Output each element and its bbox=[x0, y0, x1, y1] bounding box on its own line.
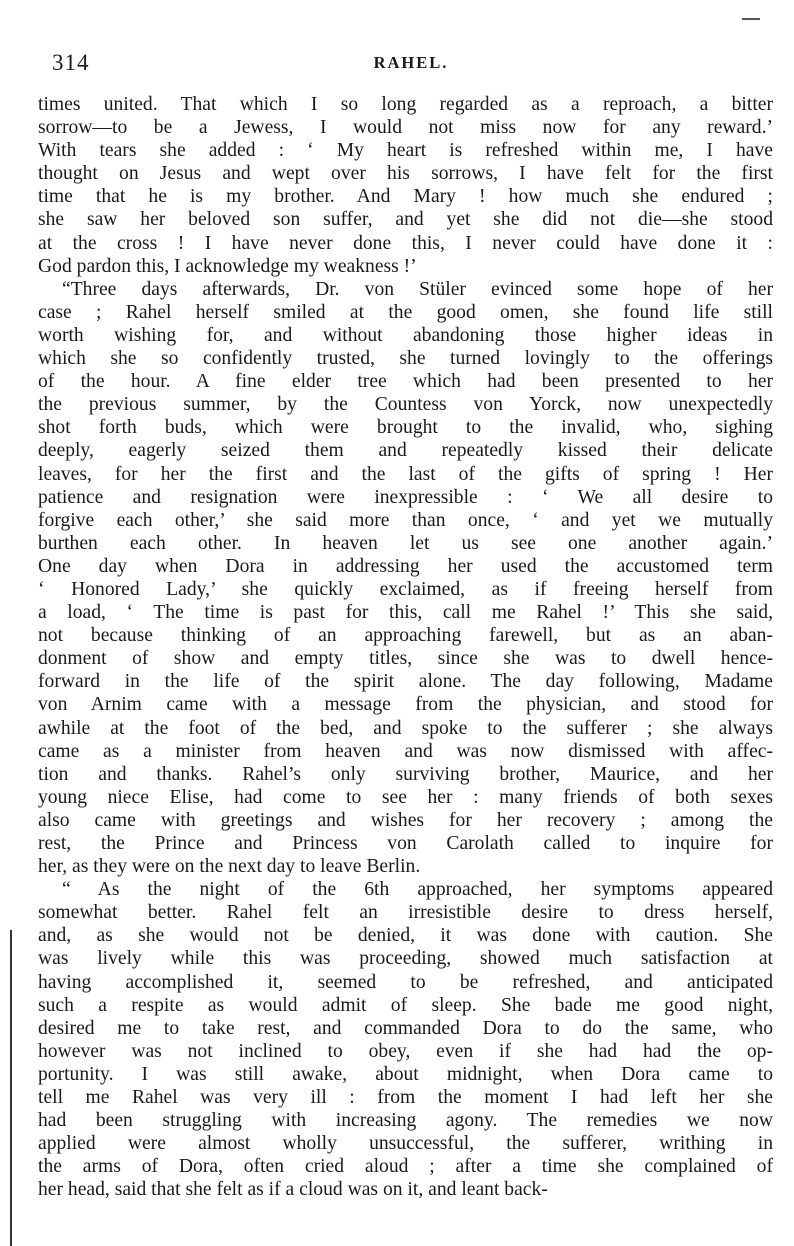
text-line: “Three days afterwards, Dr. von Stüler evinced some hope of her bbox=[62, 278, 773, 300]
text-line: applied were almost wholly unsuccessful, the sufferer, writhing in bbox=[38, 1133, 773, 1155]
text-line: which she so confidently trusted, she turned lovingly to the offerings bbox=[38, 348, 773, 370]
text-line: had been struggling with increasing agony. The remedies we now bbox=[38, 1110, 773, 1132]
text-line: at the cross ! I have never done this, I never could have done it : bbox=[38, 232, 773, 254]
text-line: tell me Rahel was very ill : from the moment I had left her she bbox=[38, 1087, 773, 1109]
text-line: the arms of Dora, often cried aloud ; after a time she complained of bbox=[38, 1156, 773, 1178]
text-line: worth wishing for, and without abandoning those higher ideas in bbox=[38, 324, 773, 346]
text-line: she saw her beloved son suffer, and yet she did not die—she stood bbox=[38, 209, 773, 231]
text-line: deeply, eagerly seized them and repeatedly kissed their delicate bbox=[38, 440, 773, 462]
page-number: 314 bbox=[52, 50, 90, 75]
text-line: came as a minister from heaven and was now dismissed with affec- bbox=[38, 740, 773, 762]
text-line: awhile at the foot of the bed, and spoke to the sufferer ; she always bbox=[38, 717, 773, 739]
text-line: portunity. I was still awake, about midnight, when Dora came to bbox=[38, 1063, 773, 1085]
paragraph bbox=[38, 93, 773, 278]
text-line: times united. That which I so long regarded as a reproach, a bitter bbox=[38, 94, 773, 115]
paragraph bbox=[38, 278, 773, 878]
running-title: RAHEL. bbox=[373, 53, 449, 72]
text-line: tion and thanks. Rahel’s only surviving brother, Maurice, and her bbox=[38, 763, 773, 785]
text-line: leaves, for her the first and the last of the gifts of spring ! Her bbox=[38, 463, 773, 485]
body-text bbox=[38, 93, 773, 1202]
text-line: forward in the life of the spirit alone. The day following, Madame bbox=[38, 671, 773, 693]
text-line: such a respite as would admit of sleep. She bade me good night, bbox=[38, 994, 773, 1016]
text-line: One day when Dora in addressing her used the accustomed term bbox=[38, 555, 773, 577]
text-line: sorrow—to be a Jewess, I would not miss now for any reward.’ bbox=[38, 117, 773, 139]
text-line: the previous summer, by the Countess von Yorck, now unexpectedly bbox=[38, 394, 773, 416]
text-line: young niece Elise, had come to see her : many friends of both sexes bbox=[38, 786, 773, 808]
text-line: a load, ‘ The time is past for this, call me Rahel !’ This she said, bbox=[38, 602, 773, 624]
paragraph bbox=[38, 878, 773, 1201]
text-line: desired me to take rest, and commanded Dora to do the same, who bbox=[38, 1017, 773, 1039]
text-line: having accomplished it, seemed to be refreshed, and anticipated bbox=[38, 971, 773, 993]
text-line: thought on Jesus and wept over his sorrows, I have felt for the first bbox=[38, 163, 773, 185]
text-line: rest, the Prince and Princess von Carolath called to inquire for bbox=[38, 833, 773, 854]
text-line: was lively while this was proceeding, showed much satisfaction at bbox=[38, 948, 773, 970]
text-line: forgive each other,’ she said more than once, ‘ and yet we mutually bbox=[38, 509, 773, 531]
text-line: however was not inclined to obey, even if she had had the op- bbox=[38, 1040, 773, 1062]
corner-mark bbox=[742, 18, 760, 20]
text-line: shot forth buds, which were brought to the invalid, who, sighing bbox=[38, 417, 773, 439]
text-line: of the hour. A fine elder tree which had been presented to her bbox=[38, 371, 773, 393]
text-line: somewhat better. Rahel felt an irresistible desire to dress herself, bbox=[38, 902, 773, 924]
text-line: With tears she added : ‘ My heart is refreshed within me, I have bbox=[38, 140, 773, 162]
text-line: case ; Rahel herself smiled at the good omen, she found life still bbox=[38, 301, 773, 323]
text-line: not because thinking of an approaching farewell, but as an aban- bbox=[38, 625, 773, 647]
text-line: donment of show and empty titles, since she was to dwell hence- bbox=[38, 648, 773, 670]
text-line: her, as they were on the next day to leave Berlin. bbox=[38, 856, 421, 878]
text-line: burthen each other. In heaven let us see one another again.’ bbox=[38, 532, 773, 554]
text-line: von Arnim came with a message from the physician, and stood for bbox=[38, 694, 773, 716]
text-line: God pardon this, I acknowledge my weakness !’ bbox=[38, 255, 417, 277]
text-line: her head, said that she felt as if a cloud was on it, and leant back- bbox=[38, 1179, 548, 1201]
text-line: ‘ Honored Lady,’ she quickly exclaimed, as if freeing herself from bbox=[38, 578, 773, 600]
text-line: “ As the night of the 6th approached, her symptoms appeared bbox=[62, 879, 773, 901]
text-line: patience and resignation were inexpressible : ‘ We all desire to bbox=[38, 486, 773, 508]
text-line: and, as she would not be denied, it was done with caution. She bbox=[38, 925, 773, 947]
text-line: time that he is my brother. And Mary ! how much she endured ; bbox=[38, 186, 773, 208]
text-line: also came with greetings and wishes for her recovery ; among the bbox=[38, 809, 773, 831]
page-header bbox=[52, 50, 770, 80]
margin-rule bbox=[10, 930, 12, 1246]
